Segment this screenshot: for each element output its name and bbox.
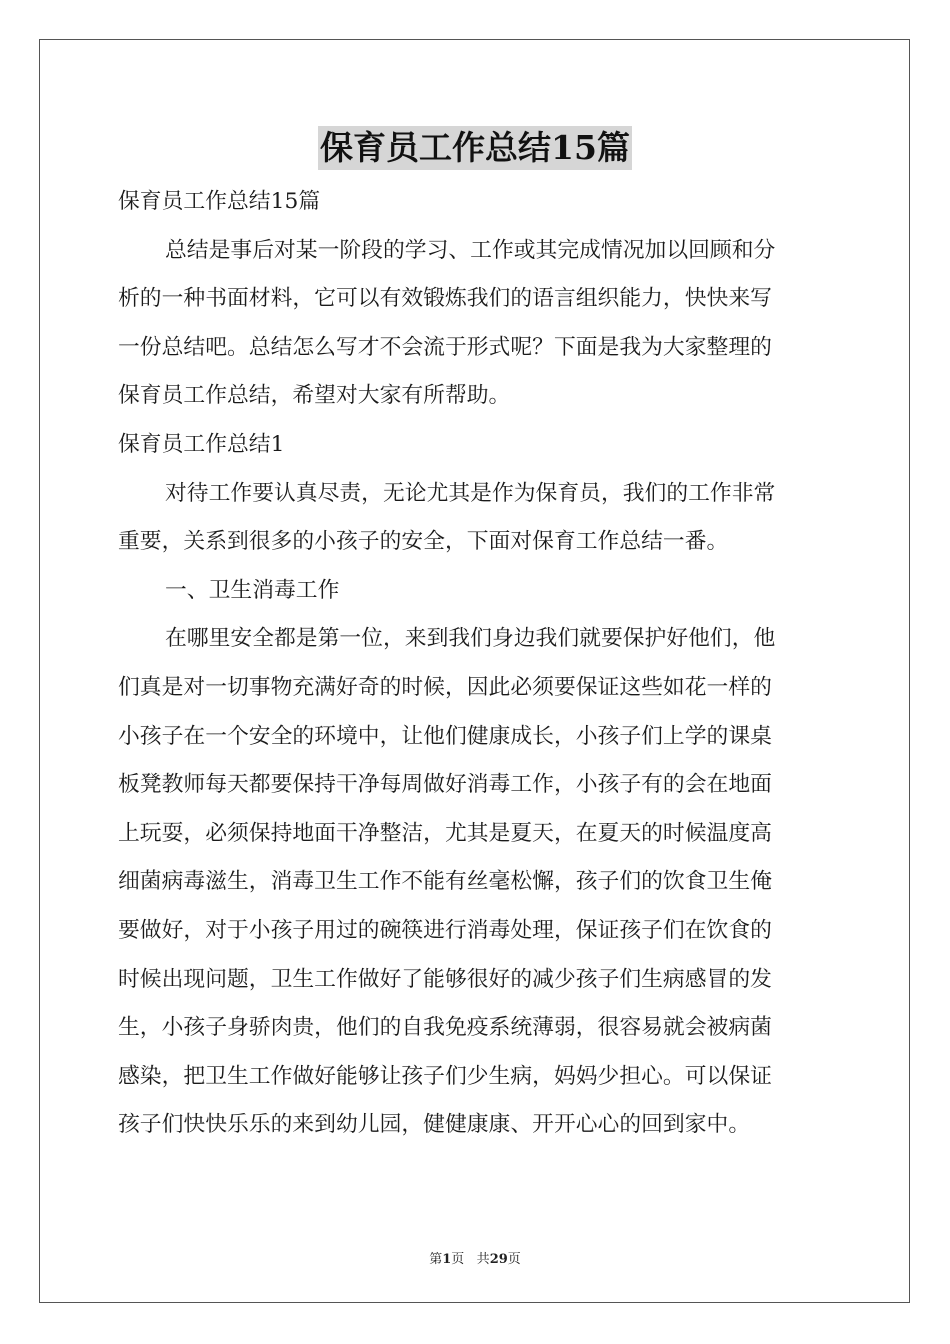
page-number: 1 bbox=[442, 1252, 452, 1267]
text-line: 保育员工作总结，希望对大家有所帮助。 bbox=[118, 383, 511, 409]
text-line: 重要，关系到很多的小孩子的安全，下面对保育工作总结一番。 bbox=[118, 529, 729, 555]
text-line: 板凳教师每天都要保持干净每周做好消毒工作，小孩子有的会在地面 bbox=[118, 772, 772, 798]
title-container bbox=[0, 126, 950, 170]
total-pages: 29 bbox=[489, 1252, 508, 1267]
text-line: 一、卫生消毒工作 bbox=[165, 577, 340, 603]
text-line: 保育员工作总结15篇 bbox=[118, 189, 321, 214]
total-prefix: 共 bbox=[476, 1252, 490, 1267]
document-body bbox=[118, 178, 836, 1150]
text-line: 上玩耍，必须保持地面干净整洁，尤其是夏天，在夏天的时候温度高 bbox=[118, 820, 772, 846]
text-line: 保育员工作总结1 bbox=[118, 431, 285, 457]
text-line: 们真是对一切事物充满好奇的时候，因此必须要保证这些如花一样的 bbox=[118, 674, 772, 700]
text-line: 总结是事后对某一阶段的学习、工作或其完成情况加以回顾和分 bbox=[165, 237, 776, 263]
page-suffix: 页 bbox=[451, 1252, 465, 1267]
document-title: 保育员工作总结15篇 bbox=[318, 126, 632, 170]
text-line: 生，小孩子身骄肉贵，他们的自我免疫系统薄弱，很容易就会被病菌 bbox=[118, 1015, 772, 1041]
total-suffix: 页 bbox=[507, 1252, 521, 1267]
page-prefix: 第 bbox=[429, 1252, 443, 1267]
text-line: 在哪里安全都是第一位，来到我们身边我们就要保护好他们，他 bbox=[165, 626, 776, 652]
text-line: 小孩子在一个安全的环境中，让他们健康成长，小孩子们上学的课桌 bbox=[118, 723, 772, 749]
text-line: 要做好，对于小孩子用过的碗筷进行消毒处理，保证孩子们在饮食的 bbox=[118, 917, 772, 943]
text-line: 一份总结吧。总结怎么写才不会流于形式呢？下面是我为大家整理的 bbox=[118, 334, 772, 360]
text-line: 对待工作要认真尽责，无论尤其是作为保育员，我们的工作非常 bbox=[165, 480, 776, 506]
text-line: 析的一种书面材料，它可以有效锻炼我们的语言组织能力，快快来写 bbox=[118, 286, 772, 312]
text-line: 孩子们快快乐乐的来到幼儿园，健健康康、开开心心的回到家中。 bbox=[118, 1112, 751, 1138]
page-footer bbox=[0, 1248, 950, 1267]
text-line: 感染，把卫生工作做好能够让孩子们少生病，妈妈少担心。可以保证 bbox=[118, 1063, 772, 1089]
text-line: 细菌病毒滋生，消毒卫生工作不能有丝毫松懈，孩子们的饮食卫生俺 bbox=[118, 869, 772, 895]
text-line: 时候出现问题，卫生工作做好了能够很好的减少孩子们生病感冒的发 bbox=[118, 966, 772, 992]
